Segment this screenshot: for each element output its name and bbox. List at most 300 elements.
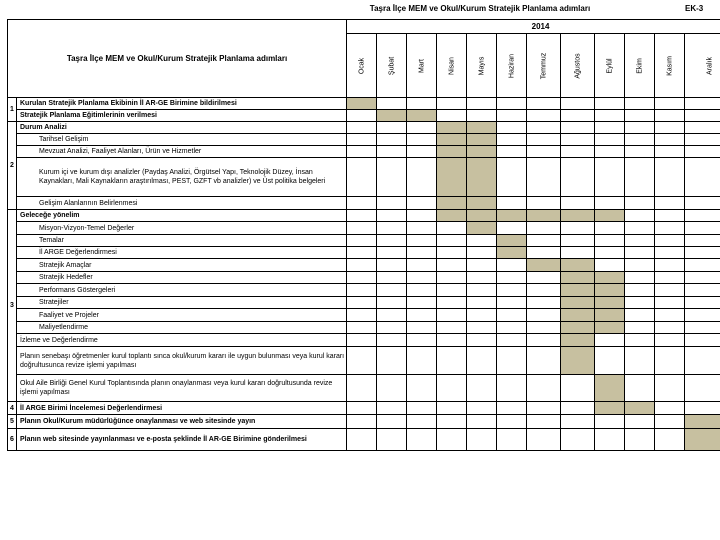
month-cell: [561, 98, 595, 110]
month-cell: [595, 415, 625, 429]
task-label: İl ARGE Birimi İncelemesi Değerlendirmesi: [17, 402, 347, 415]
month-cell: [561, 297, 595, 309]
task-row: [8, 272, 720, 284]
month-cell: [497, 222, 527, 235]
month-cell: [655, 158, 685, 197]
month-cell: [527, 210, 561, 222]
month-cell: [527, 429, 561, 451]
month-cell: [347, 284, 377, 297]
task-row: [8, 284, 720, 297]
month-cell: [437, 259, 467, 272]
month-cell: [595, 235, 625, 247]
month-cell: [407, 122, 437, 134]
month-cell: [655, 322, 685, 334]
month-cell: [527, 375, 561, 402]
month-cell: [655, 375, 685, 402]
month-cell: [467, 235, 497, 247]
month-cell: [437, 284, 467, 297]
task-row: [8, 309, 720, 322]
month-cell: [497, 309, 527, 322]
task-label: Stratejiler: [17, 297, 347, 309]
month-cell: [561, 222, 595, 235]
month-label: Mayıs: [478, 56, 486, 75]
month-cell: [655, 110, 685, 122]
month-cell: [347, 235, 377, 247]
month-label: Aralık: [706, 56, 714, 75]
month-cell: [561, 402, 595, 415]
month-label: Haziran: [508, 53, 516, 78]
month-cell: [407, 98, 437, 110]
task-row: [8, 429, 720, 451]
task-label: Tarihsel Gelişim: [17, 134, 347, 146]
month-cell: [377, 210, 407, 222]
month-cell: [561, 322, 595, 334]
task-row: [8, 134, 720, 146]
month-cell: [437, 297, 467, 309]
month-cell: [347, 322, 377, 334]
month-cell: [377, 122, 407, 134]
month-header: [407, 34, 437, 98]
task-label: Faaliyet ve Projeler: [17, 309, 347, 322]
month-cell: [497, 322, 527, 334]
task-row: [8, 210, 720, 222]
task-row: [8, 110, 720, 122]
month-cell: [527, 415, 561, 429]
task-label: Okul Aile Birliği Genel Kurul Toplantısında planın onaylanması veya kurul kararı doğrultusunda revize işlemi yapılması: [17, 375, 347, 402]
month-cell: [561, 284, 595, 297]
month-cell: [625, 98, 655, 110]
gantt-table: [7, 19, 720, 451]
month-cell: [561, 334, 595, 347]
month-cell: [527, 334, 561, 347]
month-cell: [347, 297, 377, 309]
month-cell: [561, 235, 595, 247]
month-cell: [595, 122, 625, 134]
month-cell: [377, 146, 407, 158]
month-cell: [561, 309, 595, 322]
month-cell: [685, 235, 720, 247]
month-cell: [527, 402, 561, 415]
month-cell: [625, 322, 655, 334]
month-cell: [625, 309, 655, 322]
month-cell: [527, 222, 561, 235]
month-cell: [595, 297, 625, 309]
month-cell: [561, 259, 595, 272]
task-label: Durum Analizi: [17, 122, 347, 134]
task-label: Stratejik Planlama Eğitimlerinin verilmesi: [17, 110, 347, 122]
header-row-year: [8, 20, 720, 34]
month-cell: [347, 375, 377, 402]
month-cell: [377, 402, 407, 415]
month-cell: [527, 158, 561, 197]
month-cell: [561, 415, 595, 429]
month-cell: [377, 222, 407, 235]
month-cell: [595, 272, 625, 284]
month-cell: [685, 347, 720, 375]
step-number: 2: [8, 122, 17, 210]
month-cell: [377, 297, 407, 309]
month-cell: [685, 134, 720, 146]
task-row: [8, 402, 720, 415]
month-cell: [625, 347, 655, 375]
task-row: [8, 334, 720, 347]
month-cell: [527, 146, 561, 158]
month-label: Mart: [418, 58, 426, 73]
month-cell: [407, 146, 437, 158]
month-cell: [347, 222, 377, 235]
month-cell: [437, 222, 467, 235]
month-cell: [407, 197, 437, 210]
task-row: [8, 375, 720, 402]
month-cell: [625, 429, 655, 451]
month-cell: [437, 309, 467, 322]
task-row: [8, 247, 720, 259]
month-cell: [347, 197, 377, 210]
month-cell: [527, 297, 561, 309]
task-label: Mevzuat Analizi, Faaliyet Alanları, Ürün ve Hizmetler: [17, 146, 347, 158]
month-header: [437, 34, 467, 98]
task-row: [8, 415, 720, 429]
task-label: Geleceğe yönelim: [17, 210, 347, 222]
month-cell: [347, 134, 377, 146]
month-cell: [685, 429, 720, 451]
month-cell: [377, 415, 407, 429]
month-cell: [407, 322, 437, 334]
month-cell: [527, 134, 561, 146]
month-cell: [595, 309, 625, 322]
month-cell: [467, 222, 497, 235]
month-cell: [377, 322, 407, 334]
month-cell: [595, 197, 625, 210]
month-cell: [467, 334, 497, 347]
month-cell: [527, 272, 561, 284]
month-cell: [595, 210, 625, 222]
month-header: [655, 34, 685, 98]
month-cell: [437, 322, 467, 334]
month-cell: [655, 134, 685, 146]
month-cell: [347, 415, 377, 429]
month-cell: [347, 272, 377, 284]
month-cell: [625, 297, 655, 309]
month-cell: [655, 122, 685, 134]
month-cell: [377, 429, 407, 451]
month-cell: [377, 284, 407, 297]
month-cell: [407, 158, 437, 197]
month-label: Eylül: [606, 57, 614, 74]
task-row: [8, 235, 720, 247]
month-cell: [655, 259, 685, 272]
month-cell: [467, 375, 497, 402]
step-number: 6: [8, 429, 17, 451]
month-cell: [347, 247, 377, 259]
month-header: [347, 34, 377, 98]
month-label: Nisan: [448, 56, 456, 75]
month-cell: [625, 402, 655, 415]
month-cell: [437, 347, 467, 375]
month-cell: [437, 415, 467, 429]
month-cell: [685, 297, 720, 309]
month-cell: [407, 210, 437, 222]
month-cell: [497, 247, 527, 259]
task-label: Planın senebaşı öğretmenler kurul toplantı sınca okul/kurum kararı ile uygun bulunması veya kurul kararı doğrultusunca revize işlemi yapılması: [17, 347, 347, 375]
task-label: Gelişim Alanlarının Belirlenmesi: [17, 197, 347, 210]
month-cell: [497, 259, 527, 272]
month-cell: [467, 415, 497, 429]
month-cell: [437, 197, 467, 210]
month-header: [497, 34, 527, 98]
month-cell: [497, 334, 527, 347]
month-cell: [655, 272, 685, 284]
month-cell: [685, 98, 720, 110]
month-cell: [437, 210, 467, 222]
month-cell: [655, 297, 685, 309]
month-cell: [377, 259, 407, 272]
month-cell: [595, 146, 625, 158]
task-row: [8, 146, 720, 158]
month-cell: [595, 259, 625, 272]
month-label: Ekim: [636, 57, 644, 74]
month-cell: [407, 272, 437, 284]
month-cell: [467, 122, 497, 134]
month-cell: [595, 402, 625, 415]
month-cell: [497, 375, 527, 402]
month-cell: [595, 322, 625, 334]
task-label: İzleme ve Değerlendirme: [17, 334, 347, 347]
month-cell: [625, 197, 655, 210]
month-cell: [497, 272, 527, 284]
task-label: Stratejik Amaçlar: [17, 259, 347, 272]
step-number: 5: [8, 415, 17, 429]
month-cell: [467, 158, 497, 197]
month-header: [595, 34, 625, 98]
month-cell: [407, 309, 437, 322]
month-cell: [497, 197, 527, 210]
month-cell: [437, 134, 467, 146]
month-cell: [377, 98, 407, 110]
month-cell: [655, 334, 685, 347]
month-label: Şubat: [388, 56, 396, 75]
month-cell: [497, 134, 527, 146]
task-label: Planın Okul/Kurum müdürlüğünce onaylanması ve web sitesinde yayın: [17, 415, 347, 429]
month-cell: [497, 210, 527, 222]
month-cell: [655, 402, 685, 415]
month-cell: [685, 158, 720, 197]
month-header: [625, 34, 655, 98]
month-cell: [561, 210, 595, 222]
month-cell: [685, 402, 720, 415]
task-row: [8, 197, 720, 210]
month-cell: [655, 347, 685, 375]
month-cell: [527, 347, 561, 375]
year-header: 2014: [347, 20, 720, 34]
month-cell: [685, 122, 720, 134]
month-cell: [497, 297, 527, 309]
month-cell: [347, 110, 377, 122]
month-cell: [561, 375, 595, 402]
month-cell: [347, 347, 377, 375]
month-cell: [685, 334, 720, 347]
month-cell: [467, 402, 497, 415]
month-cell: [561, 110, 595, 122]
month-header: [467, 34, 497, 98]
month-cell: [407, 415, 437, 429]
month-cell: [527, 197, 561, 210]
month-cell: [497, 415, 527, 429]
month-cell: [625, 247, 655, 259]
month-cell: [437, 334, 467, 347]
month-cell: [467, 197, 497, 210]
month-cell: [407, 235, 437, 247]
month-cell: [527, 309, 561, 322]
month-cell: [655, 429, 685, 451]
step-number: 4: [8, 402, 17, 415]
month-cell: [407, 402, 437, 415]
month-cell: [561, 272, 595, 284]
month-cell: [561, 158, 595, 197]
month-cell: [497, 98, 527, 110]
month-cell: [497, 402, 527, 415]
month-cell: [625, 222, 655, 235]
month-cell: [685, 259, 720, 272]
month-cell: [347, 309, 377, 322]
task-label: Stratejik Hedefler: [17, 272, 347, 284]
document-code: EK-3: [685, 4, 704, 13]
month-header: [561, 34, 595, 98]
month-cell: [527, 110, 561, 122]
task-label: Temalar: [17, 235, 347, 247]
month-cell: [407, 429, 437, 451]
month-cell: [377, 347, 407, 375]
month-cell: [685, 272, 720, 284]
month-cell: [595, 429, 625, 451]
month-cell: [467, 297, 497, 309]
task-row: [8, 347, 720, 375]
month-cell: [561, 134, 595, 146]
month-cell: [685, 322, 720, 334]
month-cell: [527, 259, 561, 272]
month-cell: [561, 122, 595, 134]
month-cell: [685, 197, 720, 210]
month-header: [377, 34, 407, 98]
month-cell: [497, 158, 527, 197]
month-cell: [347, 259, 377, 272]
month-cell: [347, 334, 377, 347]
month-cell: [407, 259, 437, 272]
month-cell: [625, 122, 655, 134]
month-cell: [497, 122, 527, 134]
month-header: [685, 34, 720, 98]
month-cell: [407, 247, 437, 259]
task-row: [8, 98, 720, 110]
task-row: [8, 222, 720, 235]
month-cell: [347, 98, 377, 110]
month-cell: [437, 122, 467, 134]
month-cell: [377, 247, 407, 259]
month-cell: [377, 110, 407, 122]
month-cell: [527, 98, 561, 110]
task-label: Kurulan Stratejik Planlama Ekibinin İl AR-GE Birimine bildirilmesi: [17, 98, 347, 110]
task-row: [8, 297, 720, 309]
month-cell: [685, 415, 720, 429]
month-cell: [467, 210, 497, 222]
month-cell: [625, 235, 655, 247]
month-cell: [527, 284, 561, 297]
month-cell: [595, 347, 625, 375]
month-cell: [437, 146, 467, 158]
page-title: Taşra İlçe MEM ve Okul/Kurum Stratejik Planlama adımları: [369, 4, 591, 13]
month-cell: [467, 347, 497, 375]
month-cell: [437, 247, 467, 259]
month-cell: [595, 334, 625, 347]
task-label: Maliyetlendirme: [17, 322, 347, 334]
month-cell: [595, 284, 625, 297]
month-cell: [655, 197, 685, 210]
month-cell: [561, 429, 595, 451]
month-cell: [527, 322, 561, 334]
month-cell: [407, 375, 437, 402]
month-cell: [625, 146, 655, 158]
month-cell: [655, 309, 685, 322]
month-label: Temmuz: [540, 52, 548, 79]
month-cell: [467, 247, 497, 259]
month-cell: [595, 375, 625, 402]
month-cell: [347, 146, 377, 158]
task-label: İl ARGE Değerlendirmesi: [17, 247, 347, 259]
month-cell: [497, 347, 527, 375]
month-cell: [685, 309, 720, 322]
month-cell: [685, 247, 720, 259]
step-number: 3: [8, 210, 17, 402]
month-cell: [497, 284, 527, 297]
month-cell: [561, 146, 595, 158]
month-cell: [655, 222, 685, 235]
month-cell: [625, 134, 655, 146]
month-cell: [595, 158, 625, 197]
month-cell: [437, 272, 467, 284]
month-cell: [497, 146, 527, 158]
month-cell: [595, 222, 625, 235]
month-cell: [437, 158, 467, 197]
month-cell: [595, 98, 625, 110]
month-cell: [377, 235, 407, 247]
task-row: [8, 322, 720, 334]
month-cell: [467, 98, 497, 110]
month-cell: [655, 146, 685, 158]
month-cell: [625, 415, 655, 429]
month-cell: [595, 247, 625, 259]
month-cell: [377, 272, 407, 284]
month-cell: [655, 284, 685, 297]
month-cell: [527, 122, 561, 134]
month-cell: [437, 110, 467, 122]
month-cell: [377, 197, 407, 210]
month-cell: [467, 309, 497, 322]
month-cell: [497, 235, 527, 247]
month-cell: [655, 235, 685, 247]
task-row: [8, 122, 720, 134]
month-cell: [527, 247, 561, 259]
month-cell: [685, 210, 720, 222]
month-cell: [437, 402, 467, 415]
month-cell: [467, 134, 497, 146]
month-cell: [437, 429, 467, 451]
task-label: Misyon-Vizyon-Temel Değerler: [17, 222, 347, 235]
month-cell: [625, 110, 655, 122]
month-cell: [561, 197, 595, 210]
month-label: Kasım: [666, 55, 674, 76]
table-header-title: Taşra İlçe MEM ve Okul/Kurum Stratejik Planlama adımları: [8, 20, 347, 98]
month-label: Ağustos: [574, 52, 582, 79]
